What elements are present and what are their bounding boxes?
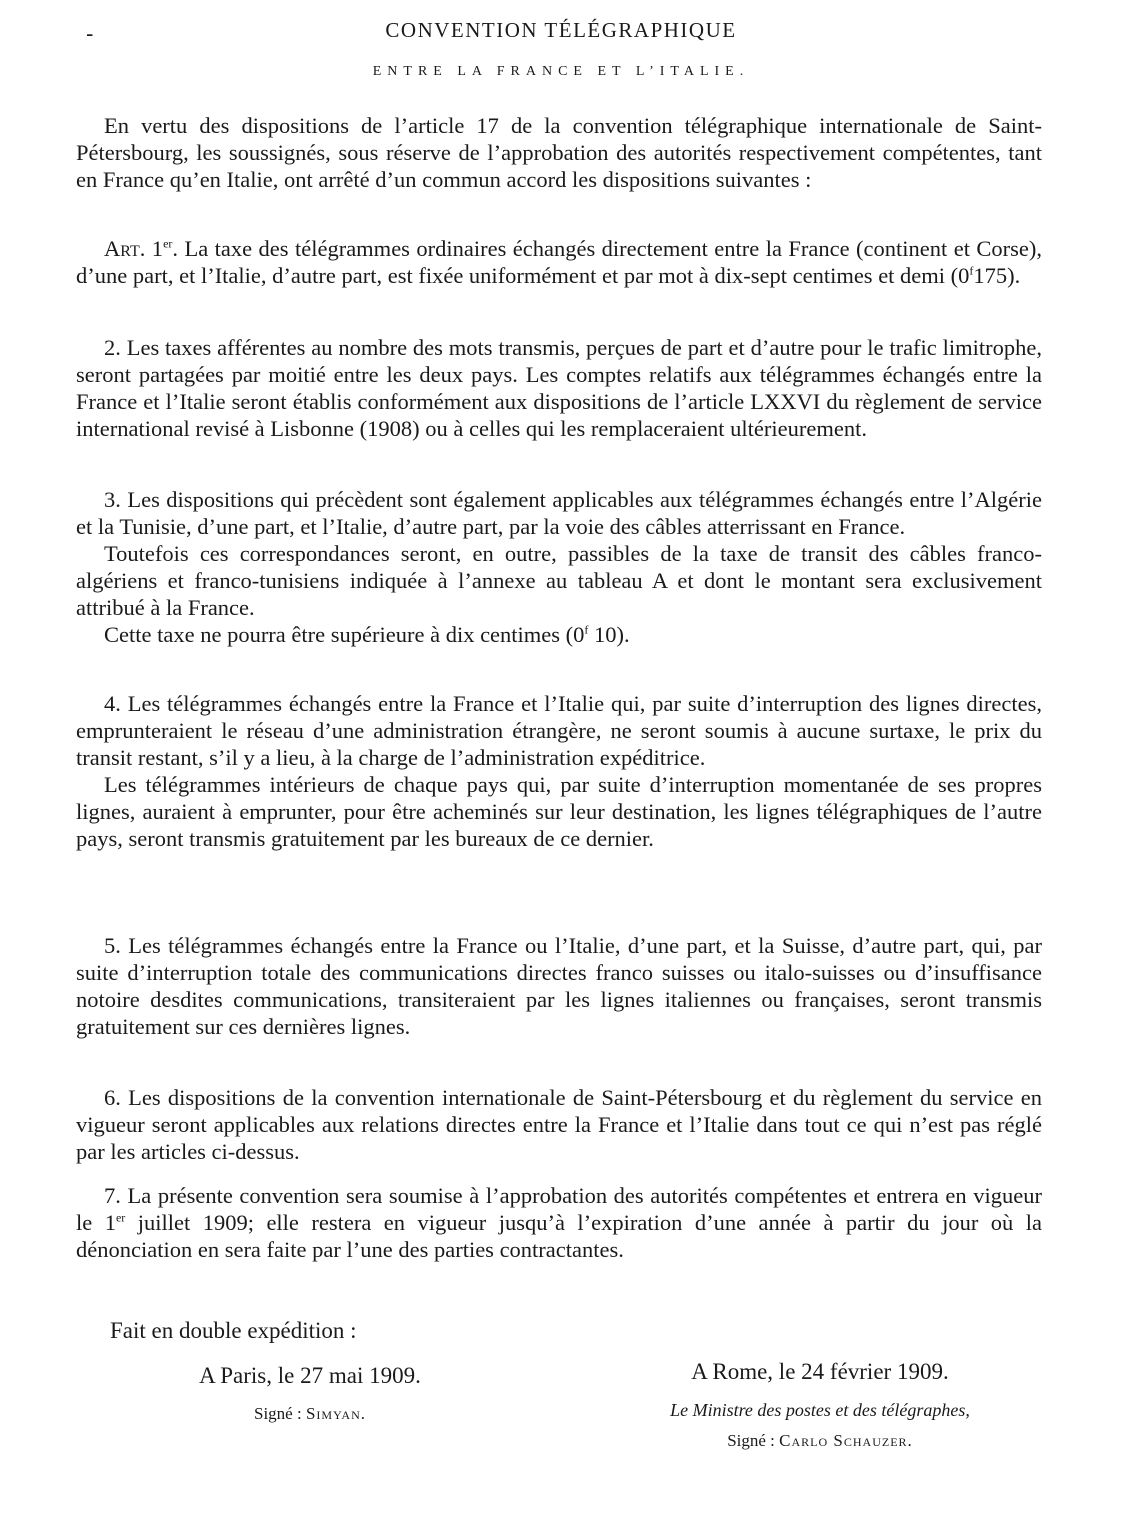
article-1-text-end: 175). (973, 263, 1021, 288)
article-3-taxe-text: Cette taxe ne pourra être supérieure à dix centimes (0 (104, 622, 585, 647)
margin-mark: - (86, 22, 94, 47)
closing-statement: Fait en double expédition : (110, 1318, 357, 1343)
rome-place-date: A Rome, le 24 février 1909. (691, 1359, 949, 1384)
paris-signed-line (120, 1404, 500, 1424)
signature-paris (120, 1362, 500, 1424)
paris-signed-label: Signé : (254, 1404, 306, 1423)
article-3-paragraph-3 (76, 621, 1042, 648)
article-4-paragraph-2: Les télégrammes intérieurs de chaque pays qui, par suite d’interruption momentanée de ses propres lignes, auraient à emprunter, pour être acheminés sur leur destination, les lignes télégraphiques de l’autre pays, seront transmis gratuitement par les bureaux de ce dernier. (76, 772, 1042, 851)
document-title: CONVENTION TÉLÉGRAPHIQUE (385, 18, 737, 42)
article-7-text: 7. La présente convention sera soumise à l’approbation des autorités compétentes et entrera en vigueur le 1 (76, 1183, 1042, 1235)
article-1-text: . La taxe des télégrammes ordinaires échangés directement entre la France (continent et Corse), d’une part, et l’Italie, d’autre part, est fixée uniformément et par mot à dix-sept centimes et demi (0 (76, 236, 1043, 288)
article-3-block (76, 486, 1042, 648)
article-4-block (76, 690, 1042, 852)
article-7-text-end: juillet 1909; elle restera en vigueur jusqu’à l’expiration d’une année à partir du jour où la dénonciation en sera faite par l’une des parties contractantes. (76, 1210, 1042, 1262)
rome-signed-label: Signé : (727, 1431, 780, 1450)
rome-signed-line (600, 1431, 1040, 1451)
article-1-franc-sup: f (969, 263, 974, 278)
article-3-franc-sup: f (584, 622, 589, 637)
article-1-label-sup: er (163, 236, 173, 251)
rome-signatory-name: Carlo Schauzer. (779, 1431, 913, 1450)
article-7-paragraph (76, 1182, 1042, 1263)
article-5-paragraph: 5. Les télégrammes échangés entre la France ou l’Italie, d’une part, et la Suisse, d’autre part, qui, par suite d’interruption totale des communications directes franco suisses ou italo-suisses ou d’insuffisance notoire desdites communications, transiteraient par les lignes italiennes ou françaises, seront transmis gratuitement sur ces dernières lignes. (76, 933, 1042, 1039)
document-subtitle: ENTRE LA FRANCE ET L’ITALIE. (372, 64, 750, 79)
article-4-paragraph-1: 4. Les télégrammes échangés entre la France et l’Italie qui, par suite d’interruption des lignes directes, emprunteraient le réseau d’une administration étrangère, ne seront soumis à aucune surtaxe, le prix du transit restant, s’il y a lieu, à la charge de l’administration expéditrice. (76, 691, 1042, 770)
preamble-paragraph: En vertu des dispositions de l’article 17 de la convention télégraphique internationale de Saint-Pétersbourg, les soussignés, sous réserve de l’approbation des autorités respectivement compétentes, tant en France qu’en Italie, ont arrêté d’un commun accord les dispositions suivantes : (76, 113, 1042, 192)
article-3-paragraph-2: Toutefois ces correspondances seront, en outre, passibles de la taxe de transit des câbles franco-algériens et franco-tunisiens indiquée à l’annexe au tableau A et dont le montant sera exclusivement attribué à la France. (76, 541, 1042, 620)
article-6-paragraph: 6. Les dispositions de la convention internationale de Saint-Pétersbourg et du règlement du service en vigueur seront applicables aux relations directes entre la France et l’Italie dans tout ce qui n’est pas réglé par les articles ci-dessus. (76, 1085, 1042, 1164)
article-1-label: Art. 1 (104, 236, 164, 261)
rome-minister-title: Le Ministre des postes et des télégraphes, (670, 1400, 970, 1420)
article-7-date-sup: er (115, 1210, 126, 1225)
paris-place-date: A Paris, le 27 mai 1909. (199, 1363, 421, 1388)
article-6-block (76, 1084, 1042, 1165)
signature-rome (600, 1358, 1040, 1451)
paris-signatory-name: Simyan. (305, 1404, 366, 1423)
article-2-block (76, 334, 1042, 442)
article-1-block (76, 235, 1042, 289)
article-3-taxe-end: 10). (588, 622, 630, 647)
article-1-paragraph (76, 235, 1042, 289)
article-3-paragraph-1: 3. Les dispositions qui précèdent sont également applicables aux télégrammes échangés entre l’Algérie et la Tunisie, d’une part, et l’Italie, d’autre part, par la voie des câbles atterrissant en France. (76, 487, 1042, 539)
article-5-block (76, 932, 1042, 1040)
preamble-block (76, 112, 1042, 193)
article-2-paragraph: 2. Les taxes afférentes au nombre des mots transmis, perçues de part et d’autre pour le trafic limitrophe, seront partagées par moitié entre les deux pays. Les comptes relatifs aux télégrammes échangés entre la France et l’Italie seront établis conformément aux dispositions de l’article LXXVI du règlement de service international revisé à Lisbonne (1908) ou à celles qui les remplaceraient ultérieurement. (76, 335, 1042, 441)
article-7-block (76, 1182, 1042, 1263)
